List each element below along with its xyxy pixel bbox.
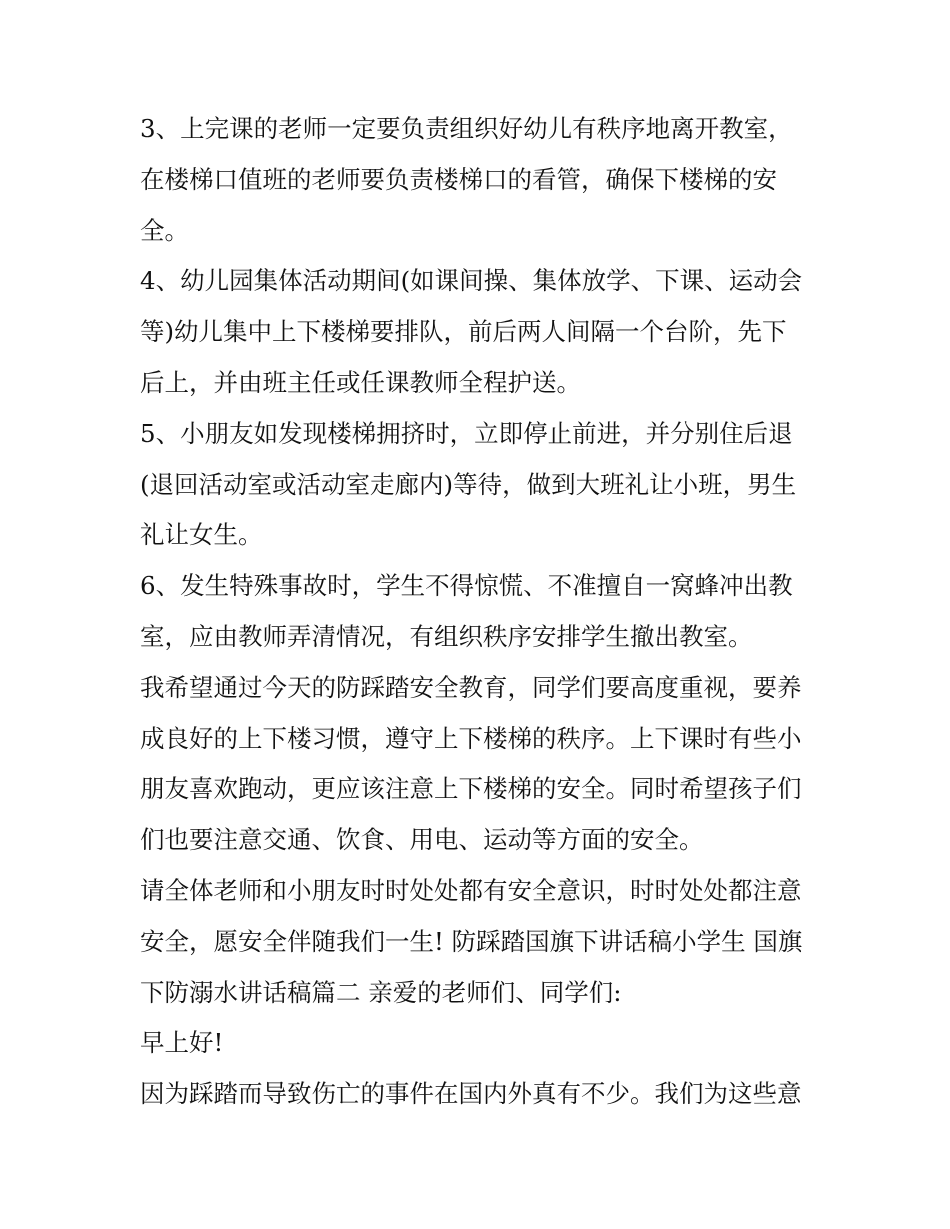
text-line: 5、小朋友如发现楼梯拥挤时，立即停止前进，并分别住后退 [140, 418, 793, 448]
text-line: 因为踩踏而导致伤亡的事件在国内外真有不少。我们为这些意 [140, 1079, 802, 1109]
text-line: 礼让女生。 [140, 520, 263, 550]
body-text [140, 104, 820, 1120]
text-line: 早上好! [140, 1028, 224, 1058]
text-line: 3、上完课的老师一定要负责组织好幼儿有秩序地离开教室， [140, 114, 793, 143]
text-line: 6、发生特殊事故时，学生不得惊慌、不准擅自一窝蜂冲出教 [140, 571, 793, 601]
text-line: 室，应由教师弄清情况，有组织秩序安排学生撤出教室。 [140, 621, 753, 651]
text-line: (退回活动室或活动室走廊内)等待，做到大班礼让小班，男生 [140, 469, 797, 499]
text-line: 4、幼儿园集体活动期间(如课间操、集体放学、下课、运动会 [140, 266, 803, 296]
text-line: 下防溺水讲话稿篇二 亲爱的老师们、同学们: [140, 977, 622, 1007]
text-line: 朋友喜欢跑动，更应该注意上下楼梯的安全。同时希望孩子们 [140, 774, 802, 804]
text-line: 全。 [140, 215, 189, 245]
text-line: 安全，愿安全伴随我们一生! 防踩踏国旗下讲话稿小学生 国旗 [140, 926, 803, 956]
text-line: 我希望通过今天的防踩踏安全教育，同学们要高度重视，要养 [140, 672, 802, 702]
text-line: 在楼梯口值班的老师要负责楼梯口的看管，确保下楼梯的安 [140, 164, 777, 194]
text-line: 后上，并由班主任或任课教师全程护送。 [140, 367, 581, 397]
text-line: 们也要注意交通、饮食、用电、运动等方面的安全。 [140, 825, 704, 855]
text-line: 等)幼儿集中上下楼梯要排队，前后两人间隔一个台阶，先下 [140, 317, 787, 347]
text-line: 请全体老师和小朋友时时处处都有安全意识，时时处处都注意 [140, 875, 802, 905]
text-line: 成良好的上下楼习惯，遵守上下楼梯的秩序。上下课时有些小 [140, 723, 802, 753]
